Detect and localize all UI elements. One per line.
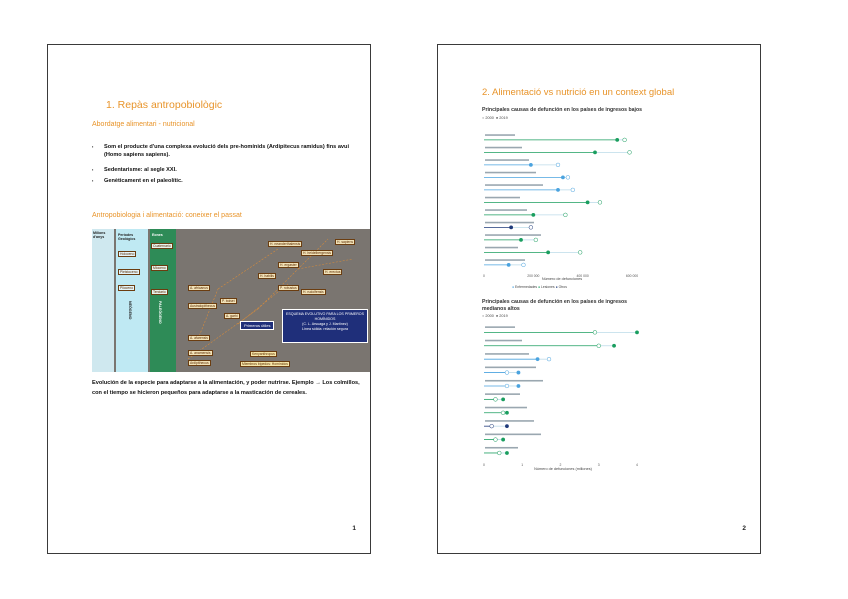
box-10: A. africanus [190,286,208,290]
bullet-3: ▪ Genèticament en el paleolític. [104,177,354,185]
row-7-label-line [485,209,527,211]
box-5: H. erectus [325,270,341,274]
col-periods-label: Períodes Geològics [118,233,136,241]
chart1-legend-2019: 2019 [499,115,508,120]
legend-sub: (C. L. Arsuaga y J. Martínez) [302,322,348,326]
chart-upper-middle-income [482,299,644,477]
period-pleistoceno: Pleistoceno [120,270,138,274]
row-5-label-line [485,380,543,382]
point-2000-8 [490,424,494,428]
vertical-paleogeno: PALEÓGENO [158,301,162,324]
point-2019-4 [517,371,521,375]
row-4-label-line [485,172,536,174]
page-number-1: 1 [352,525,356,532]
point-2019-8 [509,225,513,229]
point-2000-6 [598,200,602,204]
primeros-utiles-tag: Primeros útiles [240,321,274,330]
point-2000-7 [501,411,505,415]
point-2019-3 [529,163,533,167]
point-2019-7 [531,213,535,217]
chart1-plot [482,129,642,289]
page-2-heading: 2. Alimentació vs nutrició en un context global [482,87,675,98]
point-2000-3 [547,357,551,361]
box-4: H. ergaster [280,263,297,267]
box-14: A. anamensis [190,351,211,355]
row-2-label-line [485,147,522,149]
point-2019-1 [635,330,639,334]
row-11-label-line [485,259,525,261]
box-6: H. habilis [260,274,274,278]
tick-label-1: 1 [521,463,524,467]
point-2019-6 [586,200,590,204]
box-11: Australopithecus [190,304,216,308]
point-2019-2 [612,344,616,348]
point-2000-10 [578,250,582,254]
point-2019-8 [505,424,509,428]
row-8-label-line [485,420,534,422]
tick-label-4: 4 [636,463,638,467]
period-holoceno: Holoceno [120,252,135,256]
row-10-label-line [485,247,518,249]
row-1-label-line [485,134,515,136]
point-2000-1 [593,330,597,334]
point-2019-2 [593,150,597,154]
point-2000-9 [534,238,538,242]
vertical-neogeno: NEÓGENO [128,301,132,320]
box-16: Miembros bípedos: Hominídos [242,362,288,366]
chart2-legend-2019: 2019 [499,314,508,318]
point-2000-2 [628,150,632,154]
eon-terciario: Terciario [153,290,166,294]
subheading-antropobiologia: Antropobiologia i alimentació: coneixer el passat [92,212,242,219]
box-7: H. rudolfensis [303,290,324,294]
point-2019-11 [507,263,511,267]
row-8-label-line [485,222,534,224]
point-2019-10 [546,250,550,254]
diagram-caption: Evolución de la especie para adaptarse a la alimentación, y poder nutrirse. Ejemplo → Los colmillos, con el tiempo se hicieron pequeños para adaptarse a la masticación de cereales. [92,380,360,396]
row-9-label-line [485,434,541,436]
point-2019-3 [536,357,540,361]
box-2: H. sapiens [337,240,354,244]
point-2000-5 [505,384,509,388]
point-2019-5 [556,188,560,192]
page-1 [47,44,371,554]
point-2019-10 [505,451,509,455]
chart1-legend: ○ 2000 ● 2019 [482,115,508,120]
point-2019-4 [561,175,565,179]
point-2000-4 [566,175,570,179]
point-2000-5 [571,188,575,192]
bl-0: Enfermedades [515,285,538,289]
point-2000-4 [505,371,509,375]
chart1-bottom-legend: ● Enfermedades ● Lesiones ● Otros [512,285,567,289]
chart2-title: Principales causas de defunción en los países de ingresos medianos altos [482,299,628,312]
row-3-label-line [485,353,529,355]
page-number-2: 2 [742,525,746,532]
eon-cuaternario: Cuaternario [153,244,171,248]
box-9: P. boisei [222,299,235,303]
row-10-label-line [485,447,518,449]
row-6-label-line [485,197,520,199]
diagram-legend-box [282,309,368,343]
point-2019-9 [501,438,505,442]
chart1-legend-2000: 2000 [485,115,494,120]
bl-2: Otros [558,285,567,289]
chart1-xlabel: Número de defunciones [541,277,583,281]
tick-label-3: 600 000 [625,274,639,278]
point-2019-7 [505,411,509,415]
tick-label-2: 400 000 [576,274,589,278]
box-17: Kenyanthropus [252,352,275,356]
point-2000-8 [529,225,533,229]
point-2019-6 [501,397,505,401]
col-eons-label: Eones [152,233,163,237]
chart2-legend: ○ 2000 ● 2019 [482,314,508,318]
chart-low-income [482,107,642,297]
point-2000-11 [522,263,526,267]
box-12: A. garhi [226,314,238,318]
point-2019-1 [615,138,619,142]
page-1-heading: 1. Repàs antropobiològic [106,99,223,111]
evolution-diagram [92,229,370,372]
bullet-2: ▪ Sedentarisme: al segle XXI. [104,166,354,174]
box-13: A. afarensis [190,336,208,340]
row-1-label-line [485,326,515,328]
box-3: H. heidelbergensis [303,251,332,255]
row-2-label-line [485,340,522,342]
period-plioceno: Plioceno [120,286,134,290]
col-years-label: Milions d'anys [93,231,106,239]
chart2-plot [482,321,644,471]
row-6-label-line [485,393,520,395]
point-2019-5 [517,384,521,388]
row-5-label-line [485,184,543,186]
box-8: P. robustus [280,286,297,290]
legend-note: Línea sólida: relación segura [302,327,348,331]
point-2019-9 [519,238,523,242]
legend-title: ESQUEMA EVOLUTIVO PARA LOS PRIMEROS HOMÍNIDOS [285,312,365,321]
subheading-abordatge: Abordatge alimentari - nutricional [92,121,195,128]
tick-label-0: 0 [483,463,485,467]
bullet-1: ▪ Som el producte d'una complexa evolució dels pre-homínids (Ardipitecus ramidus) fins avui (Homo sapiens sapiens). [104,143,354,160]
box-1: H. neanderthalensis [270,242,301,246]
bl-1: Lesiones [541,285,555,289]
point-2000-1 [623,138,627,142]
tick-label-3: 3 [597,463,600,467]
chart1-title: Principales causas de defunción en los países de ingresos bajos [482,107,643,113]
row-9-label-line [485,234,541,236]
box-15: Ardipithecus [190,361,209,365]
chart2-xlabel: Número de defunciones (millones) [534,467,592,471]
tick-label-1: 200 000 [527,274,540,278]
point-2000-9 [494,438,498,442]
chart2-legend-2000: 2000 [485,314,494,318]
point-2000-10 [497,451,501,455]
point-2000-6 [494,397,498,401]
col-years [92,229,114,372]
point-2000-7 [564,213,568,217]
eon-mioceno: Mioceno [153,266,166,270]
col-eons [150,229,176,372]
page-2 [437,44,761,554]
col-periods [116,229,148,372]
row-3-label-line [485,159,529,161]
tick-label-2: 2 [559,463,562,467]
row-4-label-line [485,367,536,369]
row-7-label-line [485,407,527,409]
point-2000-2 [597,344,601,348]
tick-label-0: 0 [483,274,485,278]
point-2000-3 [556,163,560,167]
